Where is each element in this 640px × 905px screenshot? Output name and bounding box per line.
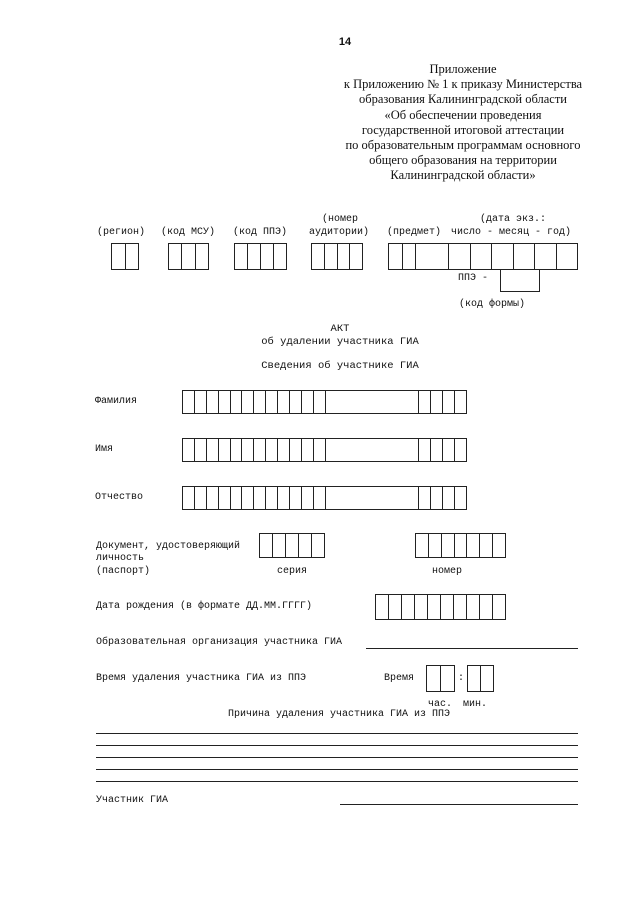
page-number: 14 bbox=[338, 36, 352, 48]
patronymic-label: Отчество bbox=[95, 492, 144, 503]
number-label: номер bbox=[432, 566, 463, 577]
room-number-label-line2: аудитории) bbox=[309, 227, 370, 238]
header-connector-bottom bbox=[416, 269, 448, 270]
appendix-line: по образовательным программам основного bbox=[345, 138, 581, 153]
form-code-label: (код формы) bbox=[459, 299, 526, 310]
organization-label: Образовательная организация участника ГИА bbox=[96, 637, 343, 648]
minutes-label: мин. bbox=[463, 699, 488, 710]
passport-number-cells[interactable] bbox=[415, 533, 506, 558]
birth-date-label: Дата рождения (в формате ДД.ММ.ГГГГ) bbox=[96, 601, 313, 612]
hours-cells[interactable] bbox=[426, 665, 455, 692]
participant-label: Участник ГИА bbox=[96, 795, 169, 806]
ppe-dash-label: ППЭ - bbox=[458, 273, 489, 284]
reason-label: Причина удаления участника ГИА из ППЭ bbox=[228, 709, 451, 720]
reason-line[interactable] bbox=[96, 781, 578, 782]
name-cells[interactable] bbox=[182, 438, 467, 462]
minutes-cells[interactable] bbox=[467, 665, 494, 692]
appendix-line: к Приложению № 1 к приказу Министерства bbox=[343, 77, 583, 92]
removal-time-label: Время удаления участника ГИА из ППЭ bbox=[96, 673, 307, 684]
appendix-line: государственной итоговой аттестации bbox=[361, 122, 565, 137]
exam-date-label-line2: число - месяц - год) bbox=[451, 227, 572, 238]
time-label: Время bbox=[384, 673, 415, 684]
appendix-header bbox=[330, 62, 596, 184]
appendix-line: «Об обеспечении проведения bbox=[384, 107, 542, 122]
exam-date-cells[interactable] bbox=[448, 243, 578, 270]
reason-line[interactable] bbox=[96, 745, 578, 746]
hours-label: час. bbox=[428, 699, 453, 710]
participant-signature-line[interactable] bbox=[340, 804, 578, 805]
document-label-line3: (паспорт) bbox=[96, 566, 151, 577]
name-label: Имя bbox=[95, 444, 114, 455]
msu-code-cells[interactable] bbox=[168, 243, 209, 270]
appendix-line: Калининградской области» bbox=[390, 168, 536, 183]
subject-label: (предмет) bbox=[387, 227, 442, 238]
form-code-cell[interactable] bbox=[500, 269, 540, 292]
act-subtitle: об удалении участника ГИА bbox=[261, 336, 419, 348]
organization-input-line[interactable] bbox=[366, 648, 578, 649]
document-label-line1: Документ, удостоверяющий bbox=[96, 541, 241, 552]
birth-date-cells[interactable] bbox=[375, 594, 506, 620]
region-label: (регион) bbox=[97, 227, 146, 238]
appendix-line: общего образования на территории bbox=[369, 153, 557, 168]
room-number-label-line1: (номер bbox=[322, 214, 359, 225]
act-title: АКТ bbox=[330, 323, 350, 335]
appendix-line: образования Калининградской области bbox=[358, 92, 567, 107]
patronymic-cells[interactable] bbox=[182, 486, 467, 510]
reason-line[interactable] bbox=[96, 757, 578, 758]
passport-series-cells[interactable] bbox=[259, 533, 325, 558]
appendix-line: Приложение bbox=[429, 62, 497, 76]
series-label: серия bbox=[277, 566, 308, 577]
ppe-code-cells[interactable] bbox=[234, 243, 287, 270]
msu-code-label: (код МСУ) bbox=[161, 227, 216, 238]
ppe-code-label: (код ППЭ) bbox=[233, 227, 288, 238]
time-separator: : bbox=[458, 673, 465, 684]
region-cells[interactable] bbox=[111, 243, 139, 270]
surname-label: Фамилия bbox=[95, 396, 138, 407]
subject-cells[interactable] bbox=[388, 243, 416, 270]
header-connector-top bbox=[416, 243, 448, 244]
reason-line[interactable] bbox=[96, 733, 578, 734]
room-number-cells[interactable] bbox=[311, 243, 363, 270]
document-label-line2: личность bbox=[96, 553, 145, 564]
reason-line[interactable] bbox=[96, 769, 578, 770]
surname-cells[interactable] bbox=[182, 390, 467, 414]
exam-date-label-line1: (дата экз.: bbox=[480, 214, 547, 225]
section-title: Сведения об участнике ГИА bbox=[261, 360, 419, 372]
